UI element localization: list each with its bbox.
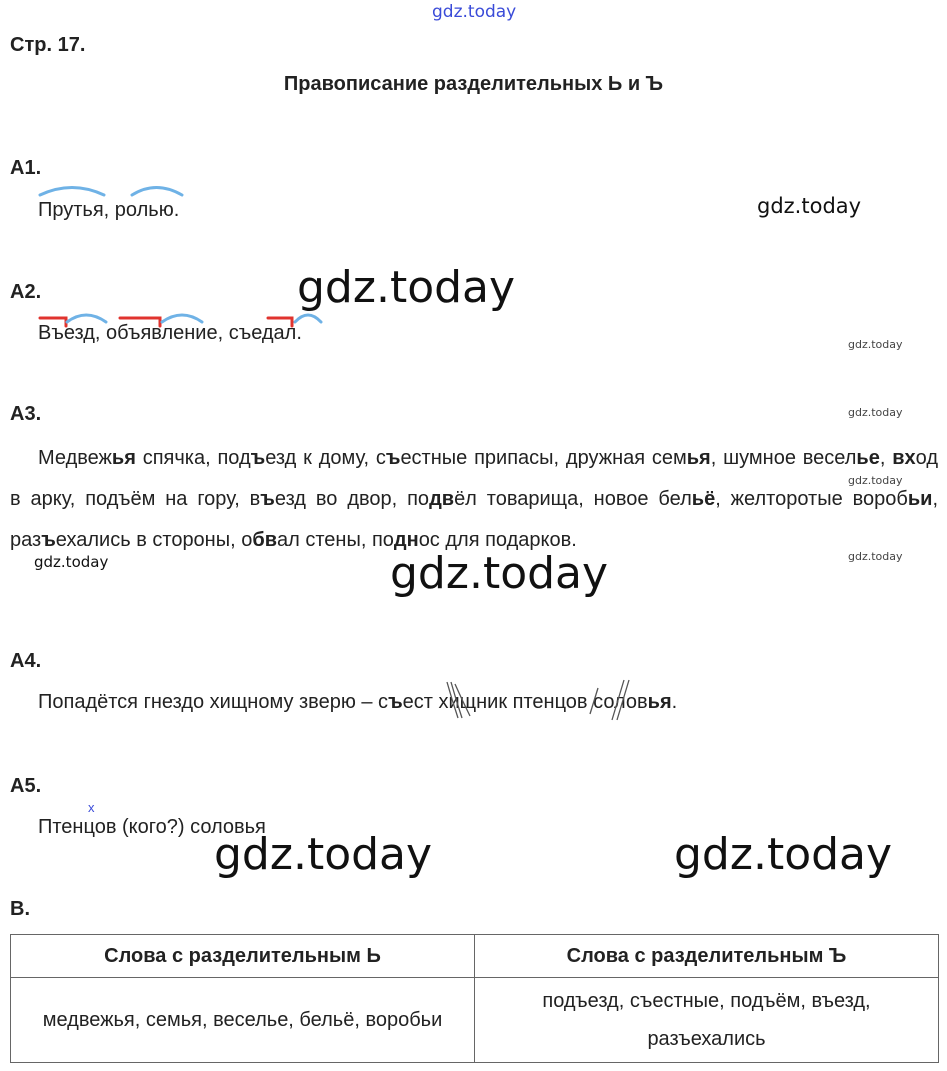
prefix-mark-3 [268,318,292,326]
a3-bold-fragment: бв [252,529,277,551]
a3-text-fragment: езд к дому, с [265,447,386,469]
section-a5-label: А5. [10,775,42,797]
break-stroke-6 [617,680,629,720]
section-b-label: В. [10,898,30,920]
morpheme-ending-arc-2 [132,188,182,196]
table-cell-hard-sign-words: подъезд, съестные, подъём, въезд, разъехались [475,978,939,1063]
watermark-a3-left: gdz.today [34,553,109,571]
prefix-mark-2 [120,318,160,326]
watermark-a1: gdz.today [757,194,862,218]
a3-text-fragment: , [879,447,893,469]
a3-text-fragment: ехались в стороны, о [55,529,253,551]
a3-bold-fragment: ьё [691,488,716,510]
watermark-a5-big-2: gdz.today [674,829,893,880]
a3-bold-fragment: ья [111,447,136,469]
table-cell-soft-sign-words: медвежья, семья, веселье, бельё, воробьи [11,978,475,1063]
a3-bold-fragment: ьи [907,488,933,510]
break-stroke-4 [590,688,598,714]
watermark-a3-big: gdz.today [390,548,609,599]
section-a3-label: А3. [10,403,42,425]
table-header-soft-sign: Слова с разделительным Ь [11,935,475,978]
section-a2-label: А2. [10,281,42,303]
a3-bold-fragment: ъ [260,488,275,510]
watermark-a5-big-1: gdz.today [214,829,433,880]
section-a5-text: Птенцов (кого?) соловья [38,816,266,838]
a3-bold-fragment: ье [856,447,880,469]
a3-bold-fragment: ъ [250,447,266,469]
a3-bold-fragment: ья [686,447,711,469]
a3-text-fragment: ал стены, по [277,529,394,551]
watermark-a3-small-2: gdz.today [848,474,903,487]
header-watermark-link[interactable]: gdz.today [432,2,517,22]
morpheme-ending-arc-1 [40,188,104,196]
a5-mark: x [88,800,95,815]
root-arc-3 [295,315,321,322]
a3-bold-fragment: ъ [41,529,56,551]
break-stroke-5 [612,680,624,720]
table-header-hard-sign: Слова с разделительным Ъ [475,935,939,978]
a3-bold-fragment: ъ [385,447,401,469]
a3-text-fragment: естные припасы, дружная сем [400,447,687,469]
a3-text-fragment: , раз [10,488,938,551]
a3-text-fragment: Медвеж [38,447,112,469]
watermark-a3-small-3: gdz.today [848,550,903,563]
page-title: Правописание разделительных Ь и Ъ [283,73,664,95]
section-a4-label: А4. [10,650,42,672]
section-a1-text: Прутья, ролью. [38,199,180,221]
watermark-a2-big: gdz.today [297,262,516,313]
a3-bold-fragment: дн [393,529,419,551]
a3-text-fragment: езд во двор, по [274,488,430,510]
a3-text-fragment: спячка, под [135,447,251,469]
break-stroke-3 [455,684,470,716]
root-arc-1 [67,315,106,322]
section-a1-label: А1. [10,157,42,179]
root-arc-2 [162,315,202,322]
a3-bold-fragment: дв [429,488,455,510]
a3-text-fragment: , шумное весел [710,447,857,469]
watermark-a3-small-1: gdz.today [848,406,903,419]
watermark-a2-small: gdz.today [848,338,903,351]
a3-bold-fragment: вх [892,447,916,469]
a3-text-fragment: ёл товарища, новое бел [454,488,692,510]
section-a2-text: Въезд, объявление, съедал. [38,322,302,344]
a3-text-fragment: , желторотые вороб [715,488,908,510]
a3-text-fragment: од в арку, подъём на гору, в [10,447,938,510]
page-number: Стр. 17. [10,34,86,56]
prefix-mark-1 [40,318,66,326]
section-a4-text: Попадётся гнездо хищному зверю – съест хищник птенцов соловья. [38,691,678,713]
a3-text-fragment: ос для подарков. [418,529,577,551]
